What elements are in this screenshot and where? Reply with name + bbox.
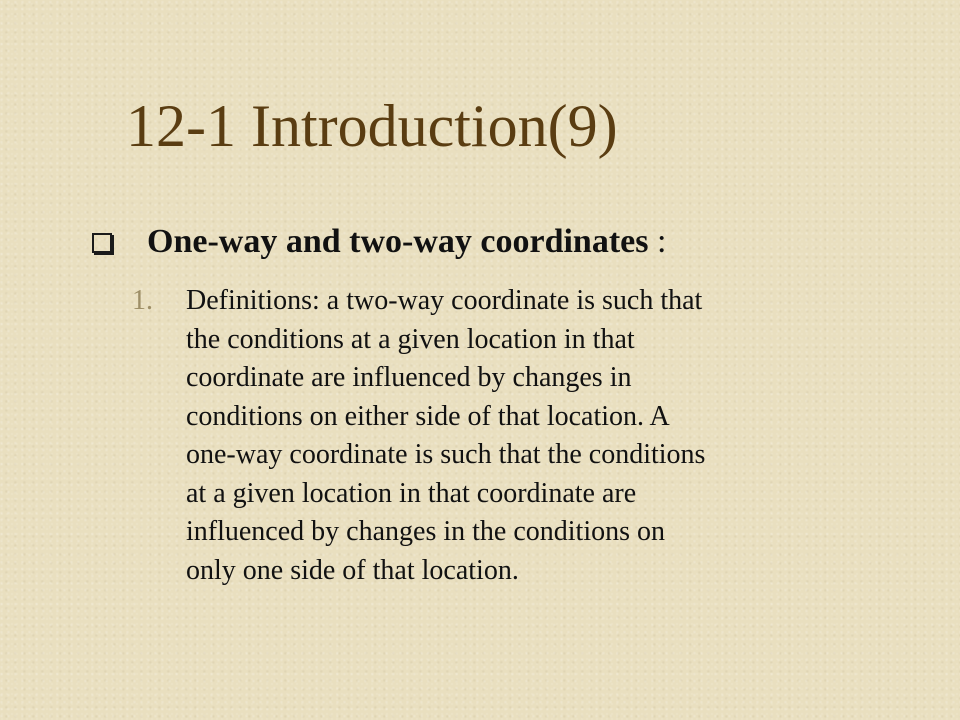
item-text-line: at a given location in that coordinate are xyxy=(186,477,637,509)
item-number: 1. xyxy=(132,285,153,316)
item-text-line: one-way coordinate is such that the conditions xyxy=(186,439,706,470)
slide-title: 12-1 Introduction(9) xyxy=(126,93,618,159)
bullet-heading-bold: One-way and two-way coordinates xyxy=(147,223,649,260)
bullet-heading xyxy=(147,220,666,264)
item-text-line: only one side of that location. xyxy=(186,554,519,586)
item-text-line: influenced by changes in the conditions on xyxy=(186,516,665,547)
item-text-line: conditions on either side of that location. A xyxy=(186,400,670,432)
checkbox-bullet-icon xyxy=(92,233,112,253)
item-text xyxy=(186,282,886,590)
item-text-line: Definitions: a two-way coordinate is such that xyxy=(186,285,703,316)
bullet-heading-suffix: : xyxy=(648,223,667,260)
bullet-item xyxy=(92,220,666,264)
item-text-line: coordinate are influenced by changes in xyxy=(186,362,632,393)
item-text-line: the conditions at a given location in that xyxy=(186,323,635,355)
